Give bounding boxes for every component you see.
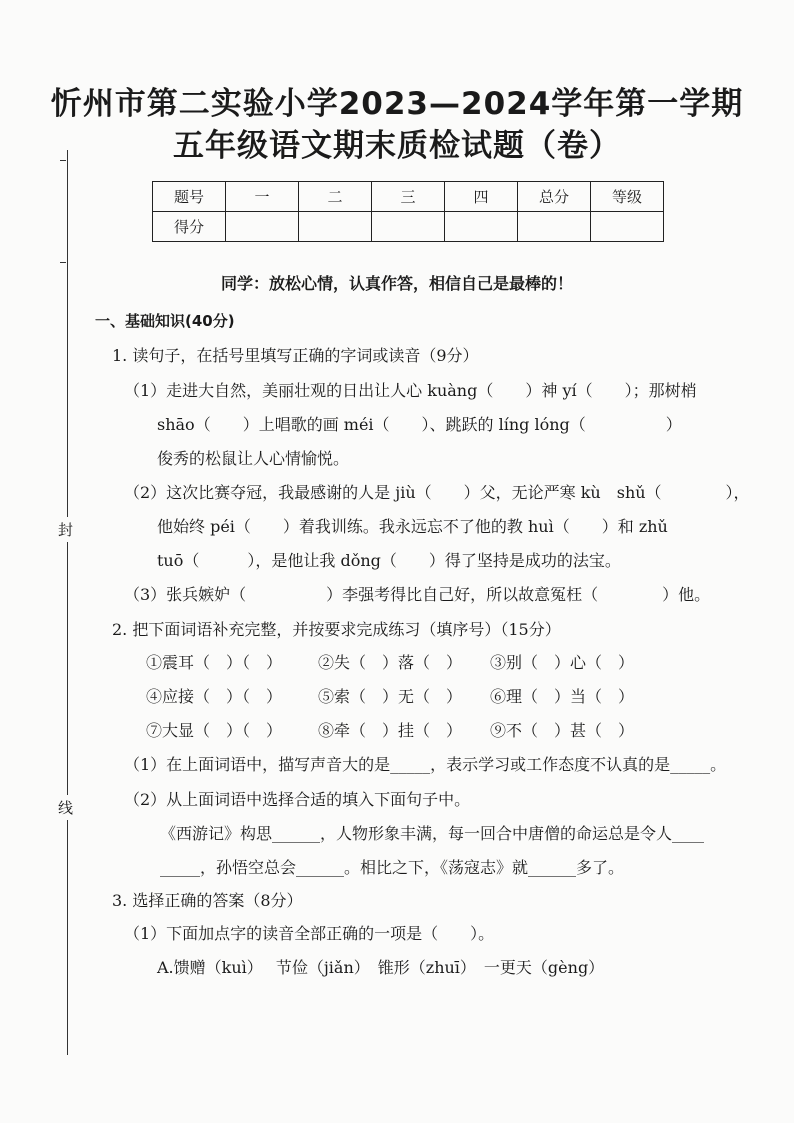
idiom-item: ②失（ ）落（ ）: [318, 653, 463, 672]
page-title: 忻州市第二实验小学2023—2024学年第一学期: [50, 86, 744, 122]
idiom-item: ⑤索（ ）无（ ）: [318, 687, 463, 706]
score-blank[interactable]: [372, 212, 445, 242]
question-text: （1）下面加点字的读音全部正确的一项是（ ）。: [124, 924, 495, 943]
score-table-score-row: [153, 212, 664, 242]
margin-tick: [60, 262, 66, 263]
score-table: [152, 181, 664, 242]
table-cell: 等级: [591, 182, 664, 212]
question-title: 3. 选择正确的答案（8分）: [112, 891, 303, 910]
section-heading: 一、基础知识(40分): [95, 312, 235, 330]
score-table-header-row: [153, 182, 664, 212]
question-text: tuō（ ），是他让我 dǒng（ ）得了坚持是成功的法宝。: [157, 551, 621, 570]
table-cell: 题号: [153, 182, 226, 212]
idiom-item: ④应接（ ）（ ）: [146, 687, 283, 706]
table-cell: 一: [226, 182, 299, 212]
table-cell: 四: [445, 182, 518, 212]
answer-option-a: A.馈赠（kuì） 节俭（jiǎn） 锥形（zhuī） 一更天（gèng）: [157, 958, 605, 977]
question-text: （1）在上面词语中，描写声音大的是_____，表示学习或工作态度不认真的是_____。: [124, 755, 727, 774]
idiom-item: ①震耳（ ）（ ）: [146, 653, 283, 672]
margin-seal-char: 封: [58, 517, 73, 542]
idiom-item: ⑧牵（ ）挂（ ）: [318, 721, 463, 740]
question-text: （3）张兵嫉妒（ ）李强考得比自己好，所以故意冤枉（ ）他。: [124, 585, 711, 604]
idiom-item: ⑥理（ ）当（ ）: [490, 687, 635, 706]
question-text: 他始终 péi（ ）着我训练。我永远忘不了他的教 huì（ ）和 zhǔ: [157, 517, 668, 536]
question-text: （2）这次比赛夺冠，我最感谢的人是 jiù（ ）父，无论严寒 kù shǔ（ ），: [124, 483, 750, 502]
score-blank[interactable]: [591, 212, 664, 242]
score-blank[interactable]: [299, 212, 372, 242]
question-text: shāo（ ）上唱歌的画 méi（ ）、跳跃的 líng lóng（ ）: [157, 415, 682, 434]
question-text: 《西游记》构思______，人物形象丰满，每一回合中唐僧的命运总是令人____: [160, 824, 705, 843]
table-cell: 得分: [153, 212, 226, 242]
table-cell: 总分: [518, 182, 591, 212]
idiom-item: ⑦大显（ ）（ ）: [146, 721, 283, 740]
question-text: 俊秀的松鼠让人心情愉悦。: [157, 449, 350, 468]
page-subtitle: 五年级语文期末质检试题（卷）: [173, 128, 621, 164]
idiom-item: ③别（ ）心（ ）: [490, 653, 635, 672]
question-text: （2）从上面词语中选择合适的填入下面句子中。: [124, 790, 471, 809]
table-cell: 二: [299, 182, 372, 212]
score-blank[interactable]: [445, 212, 518, 242]
score-blank[interactable]: [518, 212, 591, 242]
question-title: 1. 读句子，在括号里填写正确的字词或读音（9分）: [112, 346, 479, 365]
encouragement-motto: 同学：放松心情，认真作答，相信自己是最棒的！: [220, 274, 573, 293]
idiom-item: ⑨不（ ）甚（ ）: [490, 721, 635, 740]
question-text: （1）走进大自然，美丽壮观的日出让人心 kuàng（ ）神 yí（ ）；那树梢: [124, 381, 697, 400]
score-blank[interactable]: [226, 212, 299, 242]
question-title: 2. 把下面词语补充完整，并按要求完成练习（填序号）（15分）: [112, 620, 561, 639]
margin-line-char: 线: [58, 795, 73, 820]
table-cell: 三: [372, 182, 445, 212]
question-text: _____，孙悟空总会______。相比之下，《荡寇志》就______多了。: [160, 858, 625, 877]
